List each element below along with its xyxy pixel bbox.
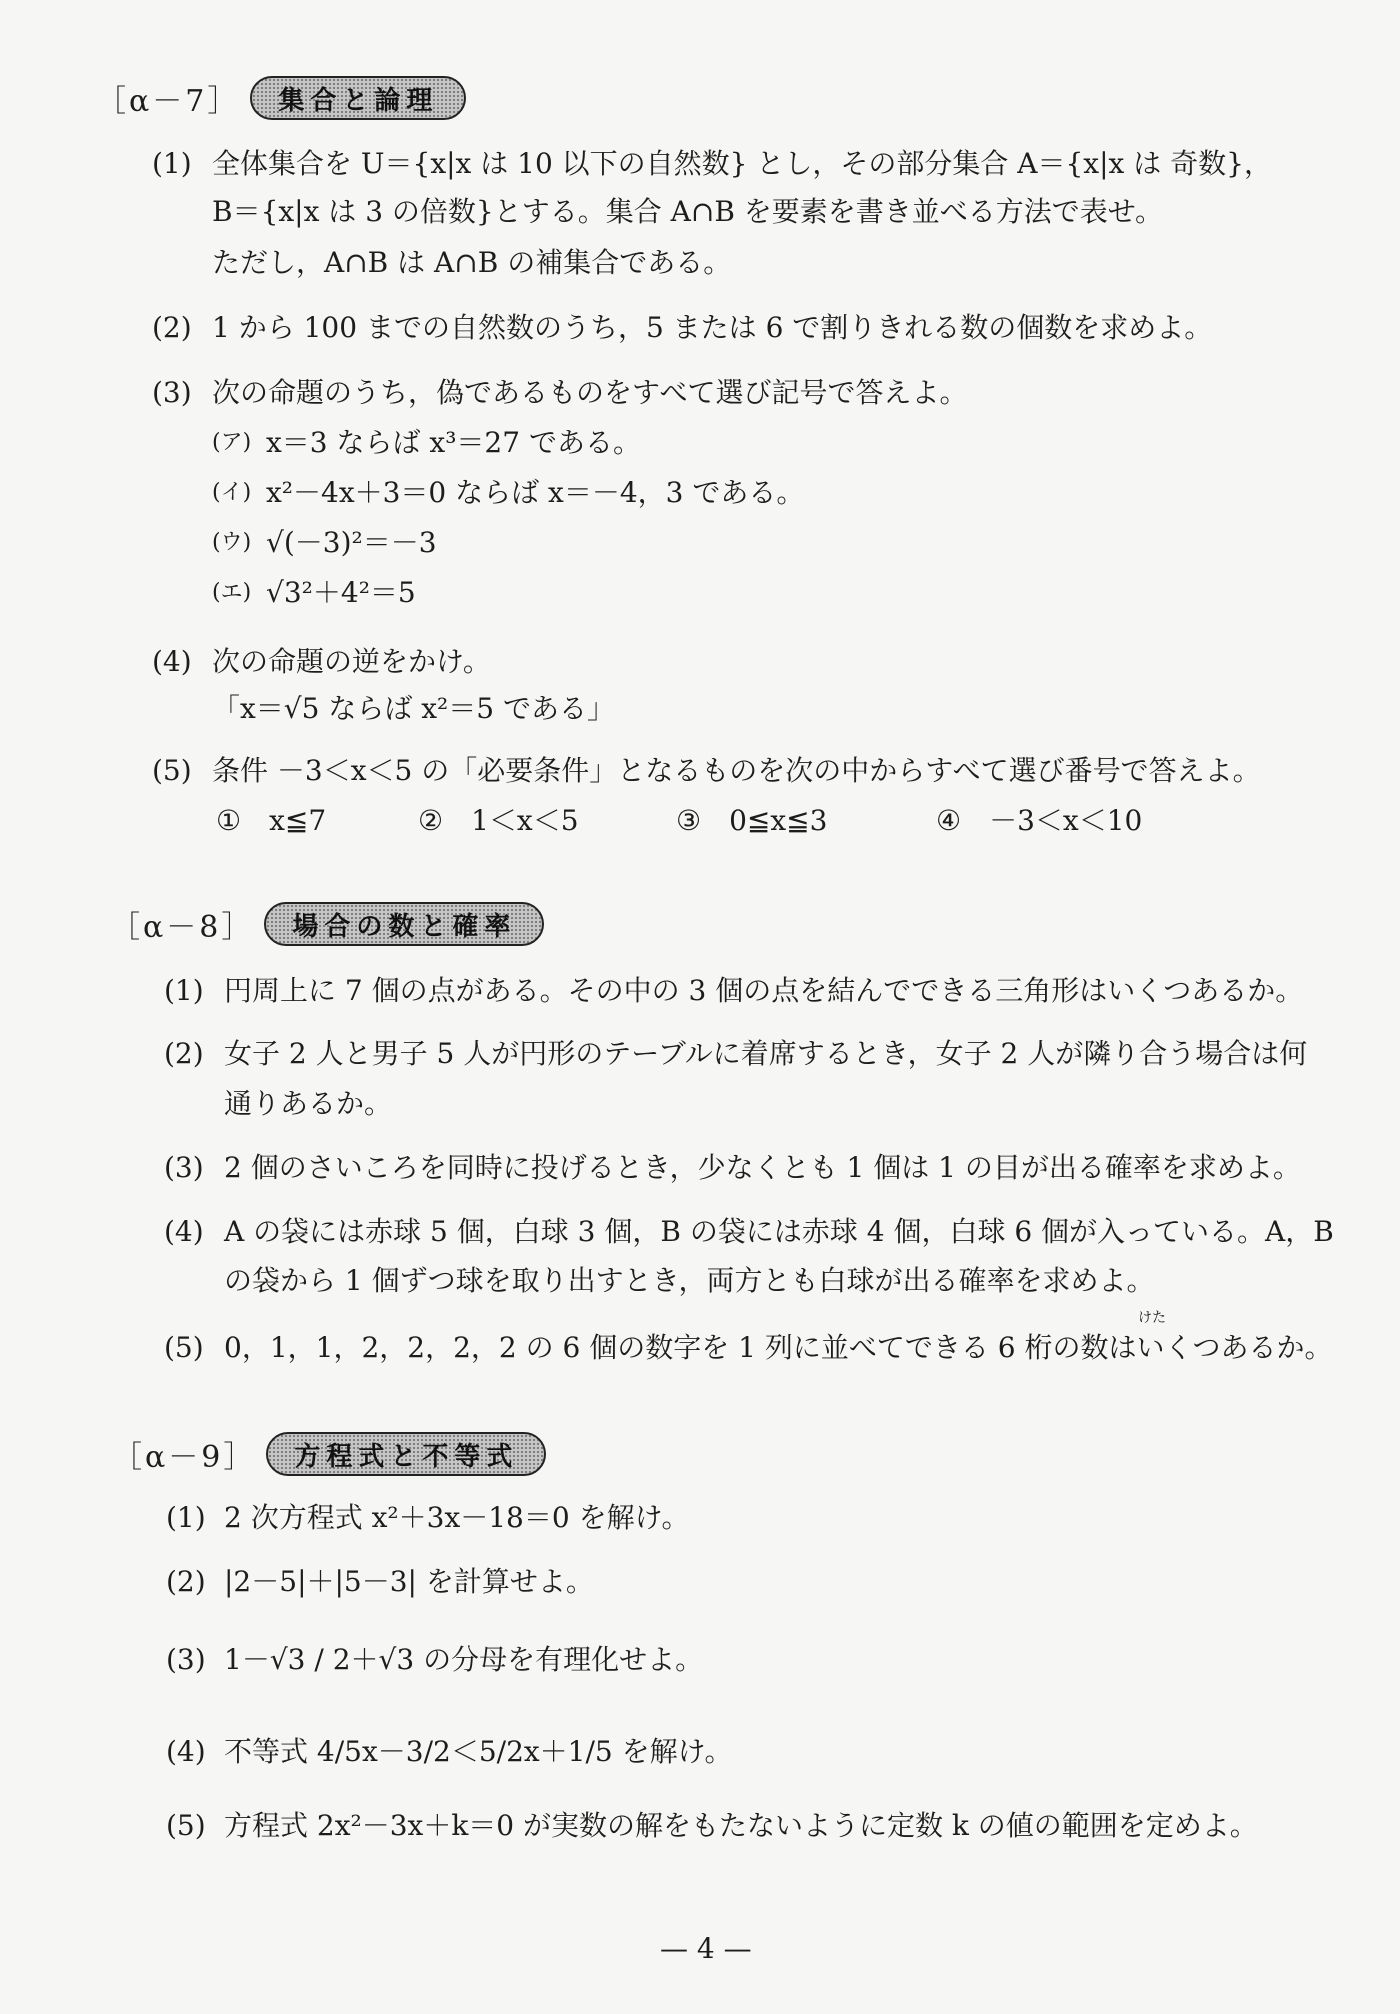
- section-a8-header: [110, 900, 544, 948]
- a7-q3-opt-a-label: (ア): [212, 430, 252, 455]
- section-a7-label: ［α－7］: [96, 84, 241, 119]
- section-a8-title: 場合の数と確率: [264, 902, 544, 946]
- a8-q5-ruby: けた: [1138, 1310, 1166, 1326]
- a8-q2-line2: 通りあるか。: [224, 1087, 393, 1120]
- page-number: — 4 —: [660, 1932, 752, 1965]
- a9-q3-num: (3): [166, 1643, 206, 1676]
- a7-q3-opt-c-text: √(－3)²＝－3: [266, 526, 437, 559]
- section-a7-header: [96, 74, 466, 122]
- a9-q2-num: (2): [166, 1565, 206, 1598]
- a7-q2-num: (2): [152, 311, 192, 344]
- a7-q3-opt-b-label: (イ): [212, 480, 252, 505]
- a9-q1-line1: 2 次方程式 x²＋3x－18＝0 を解け。: [224, 1501, 690, 1534]
- a7-q4-num: (4): [152, 645, 192, 678]
- a7-q5-num: (5): [152, 754, 192, 787]
- a8-q4-line2: の袋から 1 個ずつ球を取り出すとき，両方とも白球が出る確率を求めよ。: [224, 1264, 1155, 1297]
- section-a8-label: ［α－8］: [110, 910, 255, 945]
- a7-q1-num: (1): [152, 147, 192, 180]
- a7-q3-opt-b-text: x²－4x＋3＝0 ならば x＝－4，3 である。: [266, 476, 805, 509]
- a9-q4-num: (4): [166, 1735, 206, 1768]
- a8-q2-num: (2): [164, 1037, 204, 1070]
- a7-q3-opt-d-label: (エ): [212, 580, 252, 605]
- a9-q2-line1: |2－5|＋|5－3| を計算せよ。: [224, 1565, 594, 1598]
- a7-q3-num: (3): [152, 376, 192, 409]
- a7-q1-line3: ただし，A∩B は A∩B の補集合である。: [212, 246, 732, 279]
- section-a9-header: [112, 1430, 546, 1478]
- a8-q3-num: (3): [164, 1151, 204, 1184]
- a7-q2-line1: 1 から 100 までの自然数のうち，5 または 6 で割りきれる数の個数を求めよ。: [212, 311, 1213, 344]
- a8-q4-line1: A の袋には赤球 5 個，白球 3 個，B の袋には赤球 4 個，白球 6 個が入っている。A，B: [224, 1215, 1334, 1248]
- a7-q3-opt-d-text: √3²＋4²＝5: [266, 576, 416, 609]
- a9-q5-line1: 方程式 2x²－3x＋k＝0 が実数の解をもたないように定数 k の値の範囲を定めよ。: [224, 1809, 1258, 1842]
- a7-q3-line1: 次の命題のうち，偽であるものをすべて選び記号で答えよ。: [212, 376, 968, 409]
- a8-q3-line1: 2 個のさいころを同時に投げるとき，少なくとも 1 個は 1 の目が出る確率を求めよ。: [224, 1151, 1301, 1184]
- a8-q1-line1: 円周上に 7 個の点がある。その中の 3 個の点を結んでできる三角形はいくつあるか。: [224, 974, 1304, 1007]
- section-a9-label: ［α－9］: [112, 1440, 257, 1475]
- a7-q5-choice-4: ④ －3＜x＜10: [936, 804, 1143, 837]
- section-a7-title: 集合と論理: [250, 76, 466, 120]
- a7-q1-line1: 全体集合を U＝{x|x は 10 以下の自然数} とし，その部分集合 A＝{x|x は 奇数}，: [212, 147, 1272, 180]
- section-a9-title: 方程式と不等式: [266, 1432, 546, 1476]
- a8-q1-num: (1): [164, 974, 204, 1007]
- a7-q5-choice-3: ③ 0≦x≦3: [676, 804, 828, 837]
- a7-q4-line1: 次の命題の逆をかけ。: [212, 645, 491, 678]
- a7-q3-opt-c-label: (ウ): [212, 530, 252, 555]
- a9-q4-line1: 不等式 4/5x－3/2＜5/2x＋1/5 を解け。: [224, 1735, 733, 1768]
- a8-q5-num: (5): [164, 1331, 204, 1364]
- a7-q1-line2: B＝{x|x は 3 の倍数}とする。集合 A∩B を要素を書き並べる方法で表せ。: [212, 195, 1163, 228]
- a7-q4-line2: 「x＝√5 ならば x²＝5 である」: [212, 692, 615, 725]
- a7-q5-choice-1: ① x≦7: [216, 804, 327, 837]
- a8-q5-line1: 0，1，1，2，2，2，2 の 6 個の数字を 1 列に並べてできる 6 桁の数はいくつあるか。: [224, 1331, 1333, 1364]
- a9-q3-line1: 1－√3 / 2＋√3 の分母を有理化せよ。: [224, 1643, 704, 1676]
- a7-q5-choice-2: ② 1＜x＜5: [418, 804, 579, 837]
- a8-q2-line1: 女子 2 人と男子 5 人が円形のテーブルに着席するとき，女子 2 人が隣り合う場合は何: [224, 1037, 1308, 1070]
- a7-q5-line1: 条件 －3＜x＜5 の「必要条件」となるものを次の中からすべて選び番号で答えよ。: [212, 754, 1261, 787]
- a7-q3-opt-a-text: x＝3 ならば x³＝27 である。: [266, 426, 641, 459]
- a8-q4-num: (4): [164, 1215, 204, 1248]
- a9-q5-num: (5): [166, 1809, 206, 1842]
- a9-q1-num: (1): [166, 1501, 206, 1534]
